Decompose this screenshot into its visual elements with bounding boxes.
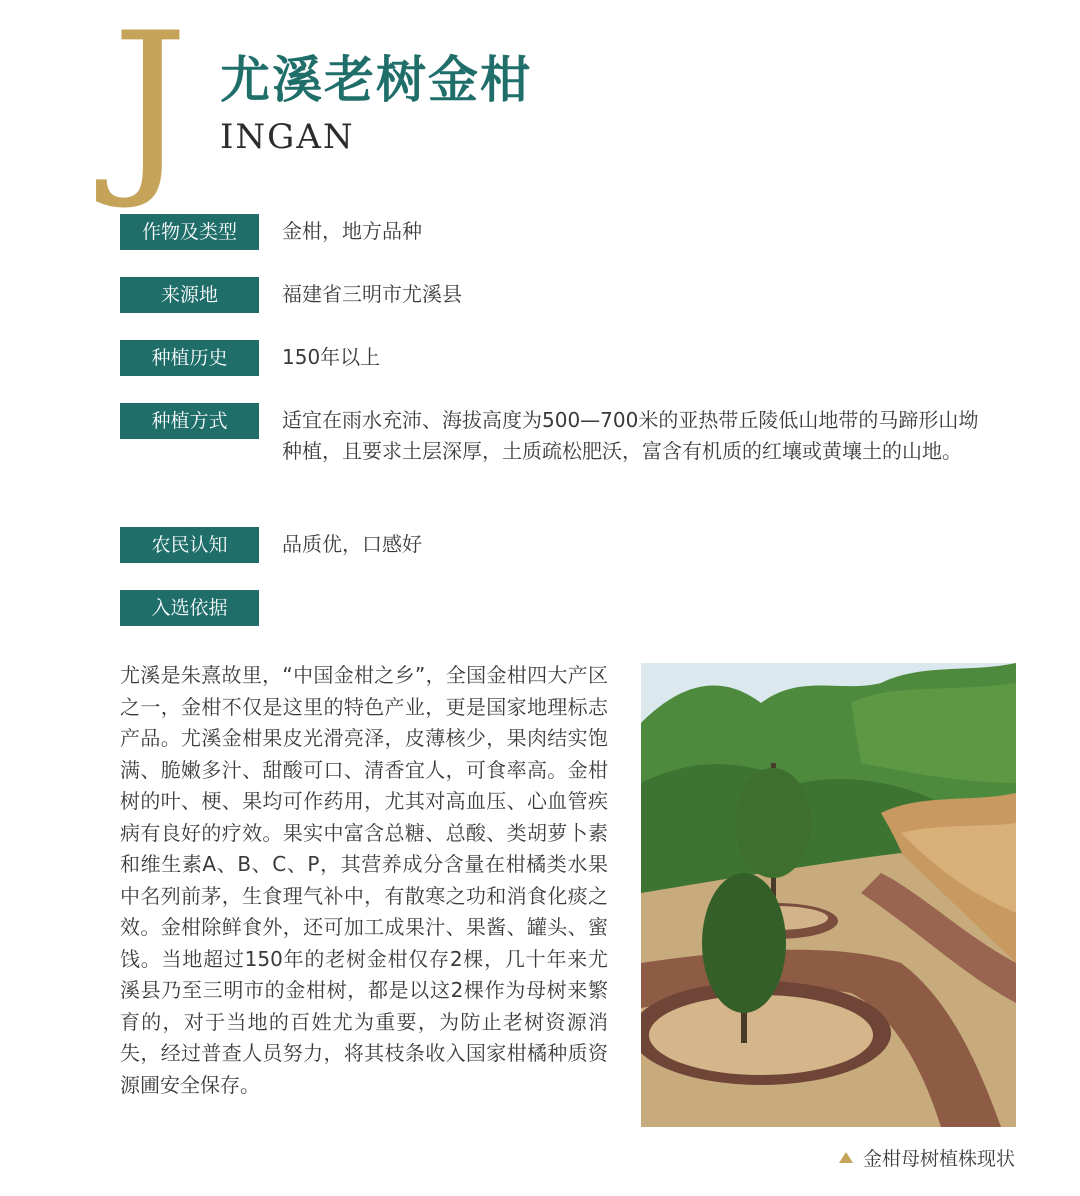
- label-crop-type: 作物及类型: [120, 214, 259, 250]
- value-origin: 福建省三明市尤溪县: [282, 282, 462, 306]
- mother-tree-photo: [641, 663, 1016, 1127]
- value-history: 150年以上: [282, 345, 381, 369]
- triangle-marker-icon: [839, 1152, 853, 1163]
- selection-basis-text: 尤溪是朱熹故里，“中国金柑之乡”，全国金柑四大产区之一，金柑不仅是这里的特色产业，更是国家地理标志产品。尤溪金柑果皮光滑亮泽，皮薄核少，果肉结实饱满、脆嫩多汁、甜酸可口、清香宜人，可食率高。金柑树的叶、梗、果均可作药用，尤其对高血压、心血管疾病有良好的疗效。果实中富含总糖、总酸、类胡萝卜素和维生素A、B、C、P，其营养成分含量在柑橘类水果中名列前茅，生食理气补中，有散寒之功和消食化痰之效。金柑除鲜食外，还可加工成果汁、果酱、罐头、蜜饯。当地超过150年的老树金柑仅存2棵，几十年来尤溪县乃至三明市的金柑树，都是以这2棵作为母树来繁育的，对于当地的百姓尤为重要，为防止老树资源消失，经过普查人员努力，将其枝条收入国家柑橘种质资源圃安全保存。: [120, 663, 608, 1097]
- label-farmer-perception: 农民认知: [120, 527, 259, 563]
- value-crop-type: 金柑，地方品种: [282, 219, 422, 243]
- label-origin: 来源地: [120, 277, 259, 313]
- value-farmer-perception: 品质优，口感好: [282, 532, 422, 556]
- label-planting-method: 种植方式: [120, 403, 259, 439]
- value-planting-method: 适宜在雨水充沛、海拔高度为500—700米的亚热带丘陵低山地带的马蹄形山坳种植，且要求土层深厚，土质疏松肥沃，富含有机质的红壤或黄壤土的山地。: [282, 408, 979, 463]
- page-title: 尤溪老树金柑: [220, 51, 532, 109]
- label-selection-basis: 入选依据: [120, 590, 259, 626]
- photo-caption: [839, 1146, 1015, 1172]
- photo-caption-text: 金柑母树植株现状: [862, 1148, 1015, 1170]
- page-subtitle: INGAN: [220, 117, 355, 157]
- initial-letter: J: [112, 0, 189, 213]
- label-history: 种植历史: [120, 340, 259, 376]
